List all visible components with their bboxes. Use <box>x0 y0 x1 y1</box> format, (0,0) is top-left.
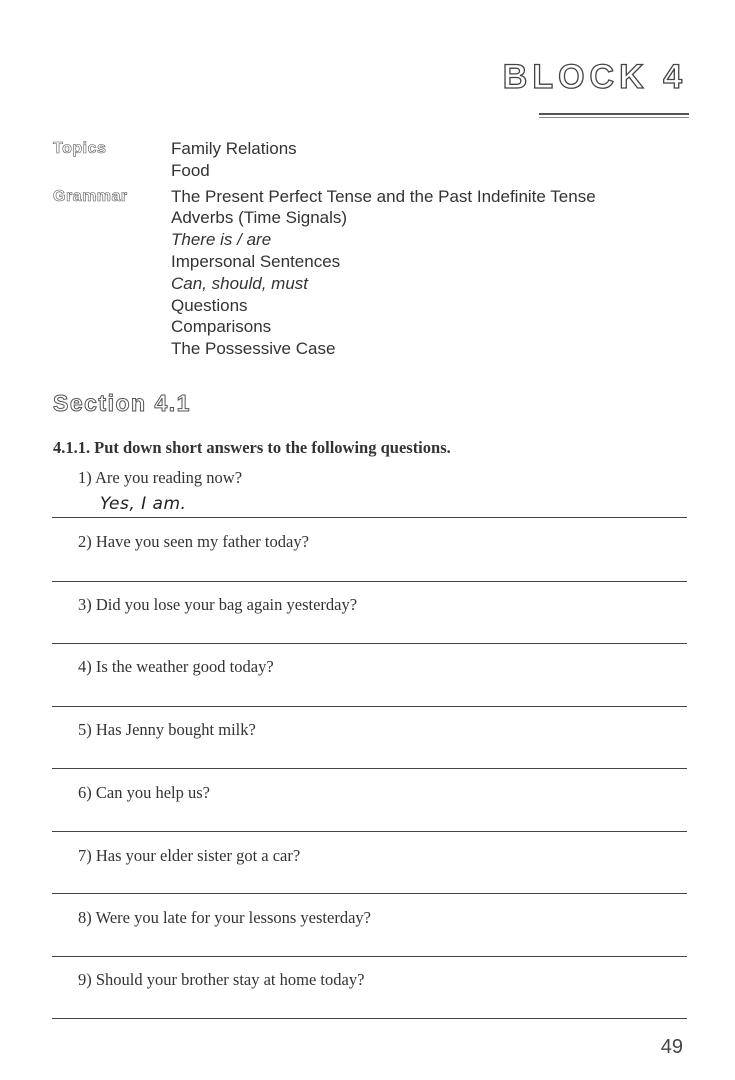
exercise-instruction-text: Put down short answers to the following questions. <box>94 438 451 457</box>
grammar-item: Questions <box>171 295 248 315</box>
question-4: 4) Is the weather good today? <box>78 657 274 676</box>
title-rule-bottom <box>539 117 689 118</box>
grammar-list <box>171 186 596 360</box>
answer-line-2[interactable] <box>52 581 687 582</box>
question-5: 5) Has Jenny bought milk? <box>78 720 256 739</box>
exercise-instruction <box>53 438 451 458</box>
answer-line-9[interactable] <box>52 1018 687 1019</box>
answer-line-8[interactable] <box>52 956 687 957</box>
grammar-row <box>53 186 693 360</box>
block-title: BLOCK 4 <box>502 58 687 96</box>
grammar-label: Grammar <box>53 187 128 205</box>
exercise-number: 4.1.1. <box>53 438 91 457</box>
answer-line-6[interactable] <box>52 831 687 832</box>
grammar-item: Impersonal Sentences <box>171 251 341 271</box>
question-8: 8) Were you late for your lessons yesterday? <box>78 908 371 927</box>
answer-line-1[interactable] <box>52 517 687 518</box>
question-7: 7) Has your elder sister got a car? <box>78 846 301 865</box>
topics-label: Topics <box>53 140 107 157</box>
grammar-item: The Present Perfect Tense and the Past Indefinite Tense <box>171 186 596 206</box>
grammar-item: Adverbs (Time Signals) <box>171 208 348 228</box>
grammar-item: Can, should, must <box>171 273 309 293</box>
question-1: 1) Are you reading now? <box>78 468 243 487</box>
answer-line-7[interactable] <box>52 893 687 894</box>
example-answer: Yes, I am. <box>100 494 187 514</box>
answer-line-5[interactable] <box>52 768 687 769</box>
question-2: 2) Have you seen my father today? <box>78 532 309 551</box>
title-rule-top <box>539 113 689 115</box>
section-title: Section 4.1 <box>53 390 191 416</box>
topic-item: Family Relations <box>171 139 297 158</box>
answer-line-3[interactable] <box>52 643 687 644</box>
topics-row <box>53 138 693 182</box>
grammar-item: Comparisons <box>171 317 272 337</box>
grammar-item: The Possessive Case <box>171 339 336 359</box>
question-3: 3) Did you lose your bag again yesterday? <box>78 595 358 614</box>
answer-line-4[interactable] <box>52 706 687 707</box>
question-9: 9) Should your brother stay at home today? <box>78 970 365 989</box>
page-number: 49 <box>660 1036 683 1058</box>
grammar-item: There is / are <box>171 230 272 250</box>
topic-item: Food <box>171 160 210 180</box>
topics-list <box>171 138 297 182</box>
meta-block <box>53 138 693 360</box>
question-6: 6) Can you help us? <box>78 783 210 802</box>
